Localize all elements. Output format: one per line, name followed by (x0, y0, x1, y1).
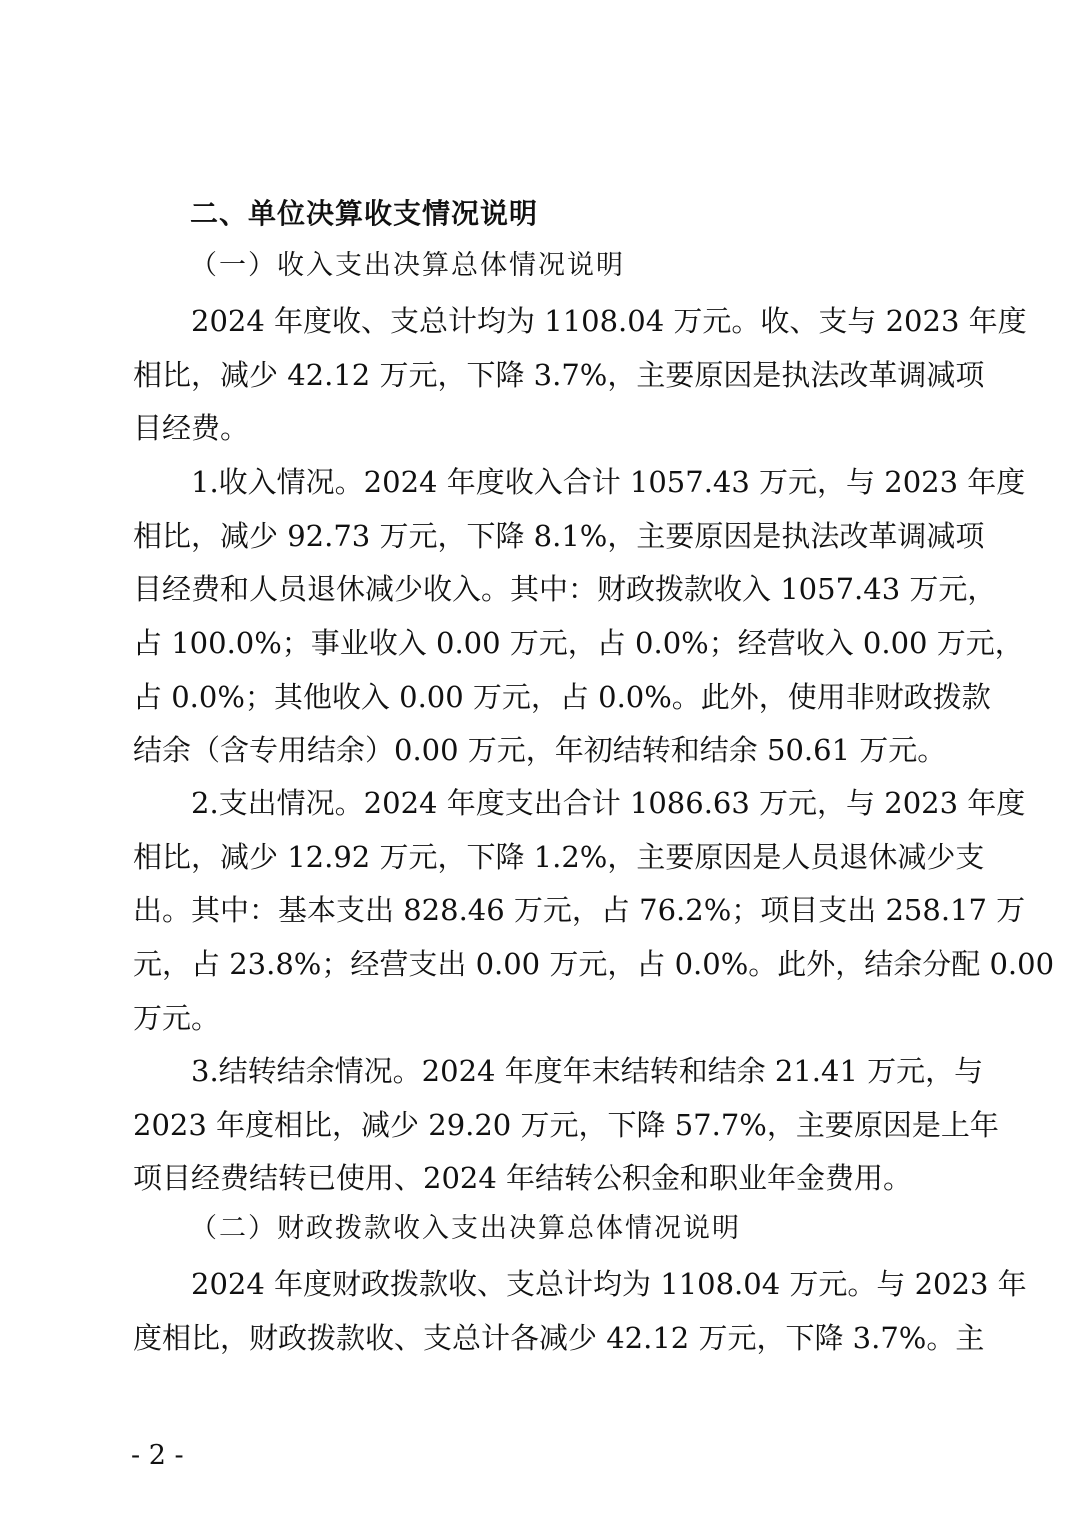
paragraph-line: 相比，减少 42.12 万元，下降 3.7%，主要原因是执法改革调减项 (133, 357, 985, 392)
subsection-title-2: （二）财政拨款收入支出决算总体情况说明 (190, 1213, 741, 1244)
paragraph-line: 3.结转结余情况。2024 年度年末结转和结余 21.41 万元，与 (191, 1054, 984, 1088)
paragraph-balance (133, 1045, 999, 1206)
paragraph-line: 相比，减少 92.73 万元，下降 8.1%，主要原因是执法改革调减项 (133, 518, 985, 553)
paragraph-line: 度相比，财政拨款收、支总计各减少 42.12 万元，下降 3.7%。主 (133, 1320, 985, 1355)
paragraph-line: 2024 年度财政拨款收、支总计均为 1108.04 万元。与 2023 年 (191, 1267, 1027, 1301)
subsection-title-1: （一）收入支出决算总体情况说明 (190, 250, 625, 281)
paragraph-line: 出。其中：基本支出 828.46 万元，占 76.2%；项目支出 258.17 万 (133, 893, 1026, 928)
paragraph-income (133, 456, 1026, 778)
paragraph-line: 元，占 23.8%；经营支出 0.00 万元，占 0.0%。此外，结余分配 0.00 (133, 947, 1055, 982)
paragraph-line: 万元。 (133, 1000, 221, 1035)
paragraph-line: 1.收入情况。2024 年度收入合计 1057.43 万元，与 2023 年度 (191, 465, 1026, 499)
paragraph-line: 2.支出情况。2024 年度支出合计 1086.63 万元，与 2023 年度 (191, 786, 1026, 820)
paragraph-line: 结余（含专用结余）0.00 万元，年初结转和结余 50.61 万元。 (133, 733, 947, 768)
paragraph-overview (133, 295, 1027, 456)
paragraph-line: 目经费。 (133, 411, 250, 446)
paragraph-line: 占 100.0%；事业收入 0.00 万元，占 0.0%；经营收入 0.00 万元， (133, 626, 1024, 661)
paragraph-expense (133, 777, 1055, 1045)
paragraph-line: 相比，减少 12.92 万元，下降 1.2%，主要原因是人员退休减少支 (133, 839, 985, 874)
page-number: - 2 - (131, 1440, 184, 1471)
paragraph-line: 目经费和人员退休减少收入。其中：财政拨款收入 1057.43 万元， (133, 572, 997, 607)
section-title: 二、单位决算收支情况说明 (190, 197, 539, 230)
paragraph-line: 占 0.0%；其他收入 0.00 万元，占 0.0%。此外，使用非财政拨款 (133, 679, 991, 714)
paragraph-line: 2024 年度收、支总计均为 1108.04 万元。收、支与 2023 年度 (191, 304, 1027, 338)
paragraph-line: 2023 年度相比，减少 29.20 万元，下降 57.7%，主要原因是上年 (133, 1107, 999, 1142)
paragraph-fiscal (133, 1258, 1027, 1365)
paragraph-line: 项目经费结转已使用、2024 年结转公积金和职业年金费用。 (133, 1161, 913, 1196)
